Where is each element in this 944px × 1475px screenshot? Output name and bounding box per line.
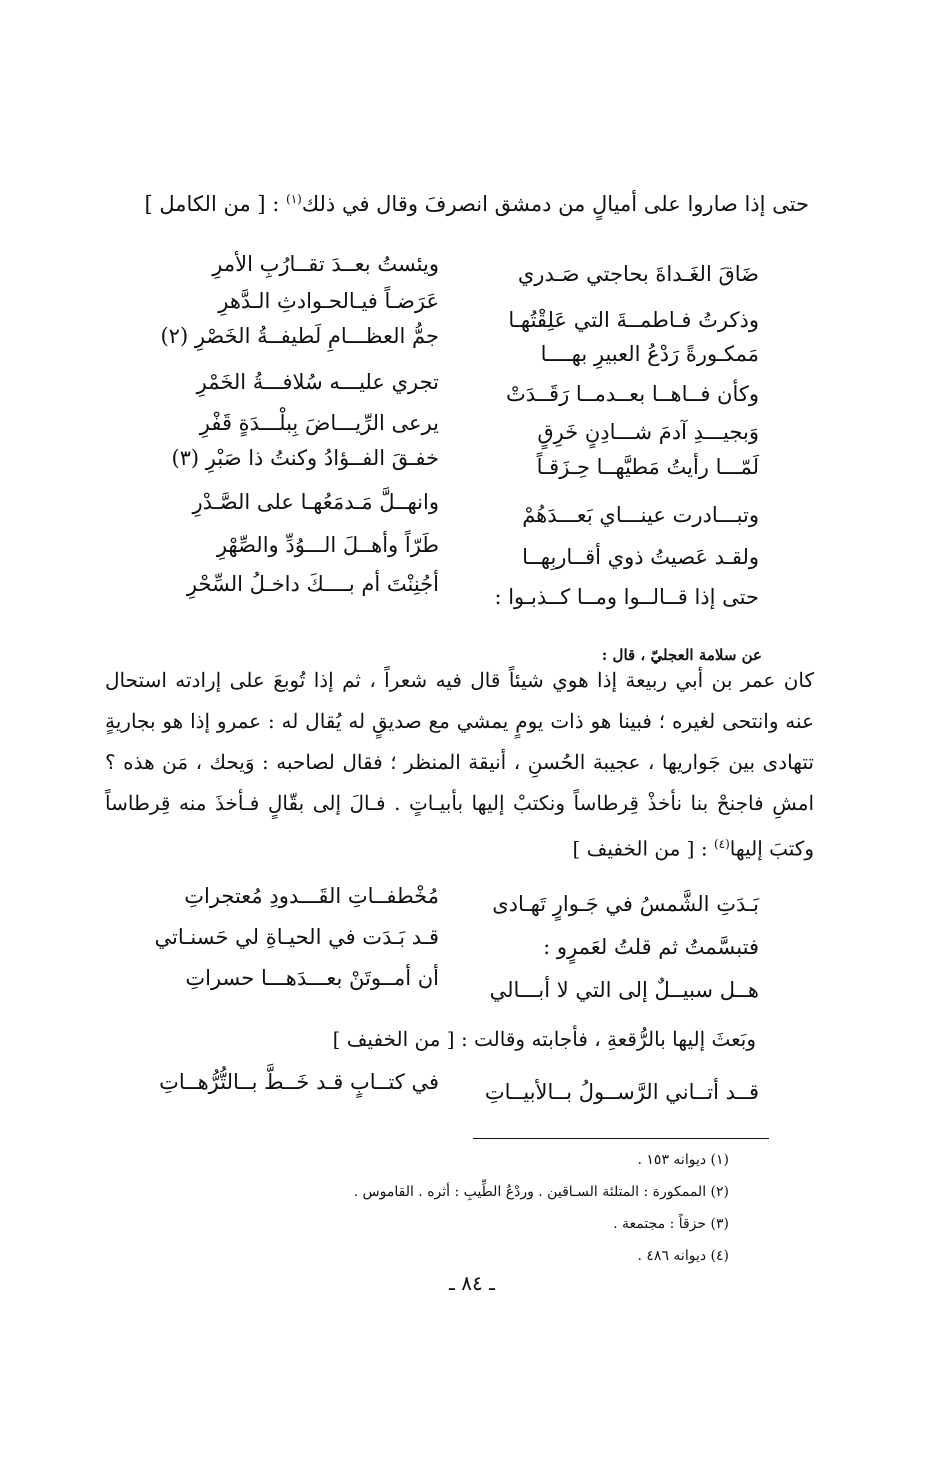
intro-text: حتى إذا صاروا على أميالٍ من دمشق انصرفَ وقال في ذلك xyxy=(301,192,809,216)
prose-paragraph xyxy=(105,660,814,870)
footnote: (٤) ديوانه ٤٨٦ . xyxy=(637,1248,729,1264)
source-line: عن سلامة العجليّ ، قال : xyxy=(601,646,762,664)
verse-hemistich-a: وتبـــادرت عينـــاي بَعـــدَهُمْ xyxy=(522,503,759,527)
prose-text: كان عمر بن أبي ربيعة إذا هوي شيئاً قال فيه شعراً ، ثم إذا تُوبعَ على إرادته استحال عنه وانتحى لغيره ؛ فبينا هو ذات يومٍ يمشي مع صديقٍ له يُقال له : عمرو إذا هو بجاريةٍ تتهادى بين جَواريها ، عجيبة الحُسنِ ، أنيقة المنظر ؛ فقال لصاحبه : وَيحك ، مَن هذه ؟ امشِ فاجنحْ بنا نأخذْ قِرطاساً ونكتبْ إليها بأبيـاتٍ . فـالَ إلى بقّالٍ فـأخذَ منه قِرطاساً وكتبَ إليها xyxy=(105,668,814,861)
verse-hemistich-a: وكأن فــاهــا بعــدمــا رَقَــدَتْ xyxy=(505,382,759,406)
intro-line xyxy=(145,192,809,216)
meter-label: : [ من الخفيف ] xyxy=(572,836,708,861)
verse-hemistich-b: في كتــابٍ قـد خَــطَّ بــالتُّرُّهــاتِ xyxy=(159,1070,439,1094)
footnote-ref-4: (٤) xyxy=(713,837,730,851)
footnote: (٣) حزقاً : مجتمعة . xyxy=(613,1216,729,1232)
verse-hemistich-a: ولقـد عَصيتُ ذوي أقــاربِهــا xyxy=(522,545,759,569)
verse-hemistich-b: تجري عليـــه سُلافـــةُ الخَمْرِ xyxy=(196,370,439,394)
footnote: (١) ديوانه ١٥٣ . xyxy=(637,1152,729,1168)
verse-hemistich-b: ويئستُ بعــدَ تقــارُبِ الأمرِ xyxy=(212,252,439,276)
verse-hemistich-b: طَرّاً وأهــلَ الـــوُدِّ والصِّهْرِ xyxy=(216,533,439,557)
footnote-ref-1: (١) xyxy=(286,192,302,206)
verse-hemistich-b: عَرَضـاً فيـالحـوادثِ الـدَّهرِ xyxy=(218,289,439,313)
verse-hemistich-b: وانهــلَّ مَـدمَعُهـا على الصَّـدْرِ xyxy=(192,490,439,514)
verse-hemistich-a: قــد أتــاني الرَّســولُ بــالأبيــاتِ xyxy=(484,1080,759,1104)
footnote-divider xyxy=(473,1138,769,1139)
verse-hemistich-a: ضَاقَ الغَـداةَ بحاجتي صَـدري xyxy=(517,262,759,286)
verse-hemistich-a: بَـدَتِ الشَّمسُ في جَـوارٍ تَهـادى xyxy=(492,892,759,916)
verse-hemistich-b: يرعى الرِّيـــاضَ بِبلْـــدَةٍ قَفْرِ xyxy=(199,411,439,435)
verse-hemistich-b: مُخْطفــاتِ القَـــدودِ مُعتجراتِ xyxy=(184,884,439,908)
footnote: (٢) الممكورة : المتلئة السـاقين . وردْعُ الطِّيبِ : أثره . القاموس . xyxy=(353,1184,729,1200)
verse-hemistich-a: وذكرتُ فـاطمــةَ التي عَلِقْتُهـا xyxy=(508,308,759,332)
verse-hemistich-a: فتبسَّمتُ ثم قلتُ لعَمرٍو : xyxy=(543,935,759,959)
meter-label: : [ من الكامل ] xyxy=(144,192,280,216)
verse-hemistich-b: أجُنِنْتَ أم بــــكَ داخـلُ السِّحْرِ xyxy=(186,572,439,596)
verse-hemistich-a: هــل سبيــلٌ إلى التي لا أبـــالي xyxy=(489,978,759,1002)
verse-hemistich-b: جمُّ العظـــامِ لَطيفــةُ الخَصْرِ (٢) xyxy=(160,324,439,348)
verse-hemistich-a: مَمكـورةً رَدْعُ العبيرِ بهــــا xyxy=(540,342,759,366)
verse-hemistich-a: لَمّـــا رأيتُ مَطيَّهــا حِـزَقـاً xyxy=(536,455,759,479)
verse-hemistich-a: حتى إذا قــالــوا ومــا كــذبـوا : xyxy=(494,585,759,609)
page-number: ـ ٨٤ ـ xyxy=(449,1271,495,1295)
verse-hemistich-b: قـد بَـدَت في الحيـاةِ لي حَسنـاتي xyxy=(154,925,439,949)
verse-hemistich-b: خفـقَ الفــؤادُ وكنتُ ذا صَبْرِ (٣) xyxy=(171,446,439,470)
reply-line: وبَعثَ إليها بالرُّقعةِ ، فأجابته وقالت : [ من الخفيف ] xyxy=(332,1027,756,1051)
verse-hemistich-a: وَبجيـــدِ آدمَ شـــادِنٍ خَرِقٍ xyxy=(537,420,759,444)
verse-hemistich-b: أن أمــوتَنْ بعـــدَهـــا حسراتِ xyxy=(185,966,439,990)
